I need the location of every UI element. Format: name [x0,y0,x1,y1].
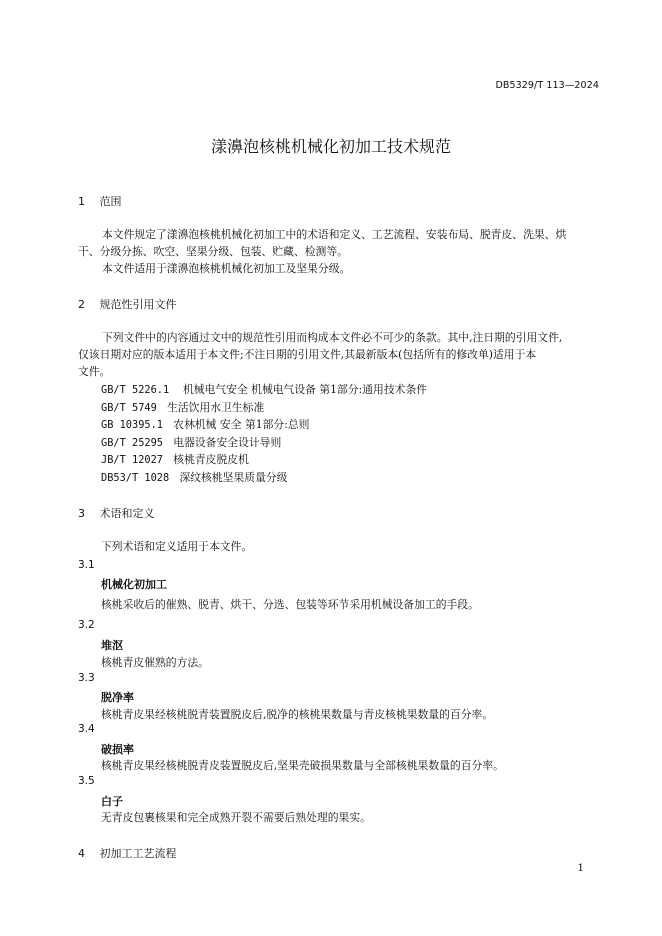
section-title: 初加工工艺流程 [99,847,177,860]
reference-code: GB 10395.1 [101,419,163,431]
term-name: 脱净率 [101,691,134,704]
terms-intro: 下列术语和定义适用于本文件。 [101,540,253,553]
term-definition: 核桃采收后的催熟、脱青、烘干、分选、包装等环节采用机械设备加工的手段。 [101,598,479,611]
reference-item [101,452,249,467]
reference-code: GB/T 5226.1 [101,384,170,396]
page-number: 1 [577,862,584,874]
section-title: 范围 [99,195,122,208]
reference-item [101,470,287,485]
scope-line-2: 干、分级分拣、吹空、坚果分级、包装、贮藏、检测等。 [78,245,348,258]
reference-item [101,435,281,450]
reference-title: 农林机械 安全 第1部分:总则 [173,418,310,431]
term-number: 3.5 [78,775,95,787]
reference-item [101,417,309,432]
section-number: 3 [78,507,85,520]
document-title: 漾濞泡核桃机械化初加工技术规范 [210,137,451,156]
reference-title: 生活饮用水卫生标准 [167,401,265,414]
section-title: 规范性引用文件 [99,298,177,311]
section-number: 1 [78,195,85,208]
term-number: 3.1 [78,559,95,571]
term-number: 3.4 [78,723,95,735]
reference-item [101,400,264,415]
reference-code: DB53/T 1028 [101,472,170,484]
term-name: 破损率 [101,743,134,756]
term-number: 3.2 [78,619,95,631]
section-heading-3 [78,505,155,521]
section-heading-1 [78,193,122,209]
reference-title: 电器设备安全设计导则 [173,436,282,449]
term-definition: 核桃青皮果经核桃脱青装置脱皮后,脱净的核桃果数量与青皮核桃果数量的百分率。 [101,708,494,721]
scope-line-1: 本文件规定了漾濞泡核桃机械化初加工中的术语和定义、工艺流程、安装布局、脱青皮、洗果、烘 [102,228,567,241]
section-number: 2 [78,298,85,311]
reference-item [101,382,427,397]
section-heading-2 [78,296,177,312]
term-name: 机械化初加工 [101,578,167,591]
normative-intro [78,329,600,380]
normative-intro-line-2: 仅该日期对应的版本适用于本文件;不注日期的引用文件,其最新版本(包括所有的修改单)适用于本 [78,348,537,361]
normative-intro-line-3: 文件。 [78,365,111,378]
section-heading-4 [78,845,177,861]
normative-intro-line-1: 下列文件中的内容通过文中的规范性引用而构成本文件必不可少的条款。其中,注日期的引用文件, [102,331,563,344]
section-number: 4 [78,847,85,860]
scope-paragraph-2: 本文件适用于漾濞泡核桃机械化初加工及坚果分级。 [102,262,351,275]
term-definition: 无青皮包裹核果和完全成熟开裂不需要后熟处理的果实。 [101,811,371,824]
standard-id: DB5329/T 113—2024 [495,80,599,91]
reference-code: GB/T 5749 [101,402,157,414]
term-number: 3.3 [78,672,95,684]
reference-code: JB/T 12027 [101,454,163,466]
reference-title: 核桃青皮脱皮机 [173,453,249,466]
scope-paragraph-1 [78,226,600,277]
reference-title: 机械电气安全 机械电气设备 第1部分:通用技术条件 [182,383,428,396]
term-definition: 核桃青皮催熟的方法。 [101,656,209,669]
term-definition: 核桃青皮果经核桃脱青皮装置脱皮后,坚果壳破损果数量与全部核桃果数量的百分率。 [101,759,504,772]
section-title: 术语和定义 [99,507,155,520]
reference-title: 深纹核桃坚果质量分级 [179,471,288,484]
term-name: 白子 [101,795,123,808]
term-name: 堆沤 [101,639,123,652]
reference-code: GB/T 25295 [101,437,163,449]
